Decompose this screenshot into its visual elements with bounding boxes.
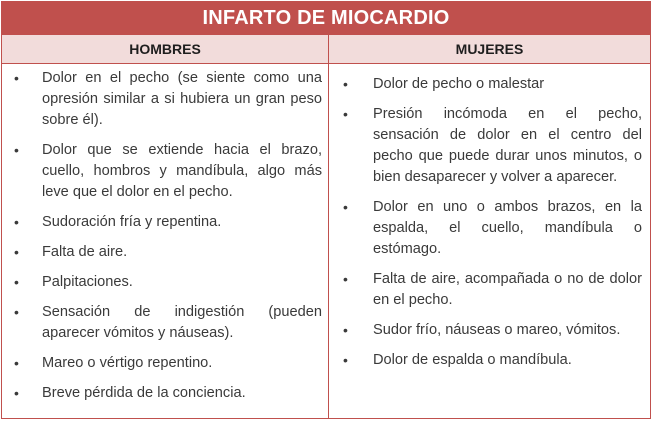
list-item-text: Dolor de pecho o malestar (373, 76, 545, 92)
list-item-text: Dolor en uno o ambos brazos, en la espalda, el cuello, mandíbula o estómago. (373, 199, 642, 257)
bullet-icon: • (14, 385, 19, 401)
list-item (14, 68, 322, 131)
bullet-icon: • (14, 142, 19, 158)
list-item (14, 383, 322, 404)
bullet-icon: • (14, 214, 19, 230)
list-item-text: Dolor de espalda o mandíbula. (373, 352, 572, 368)
men-column (2, 64, 329, 418)
list-item-text: Presión incómoda en el pecho, sensación de dolor en el centro del pecho que puede durar unos minutos, o bien desaparecer y volver a aparecer. (373, 106, 642, 185)
header-men: HOMBRES (2, 35, 329, 63)
list-item-text: Falta de aire, acompañada o no de dolor en el pecho. (373, 271, 642, 308)
list-item-text: Sudoración fría y repentina. (42, 214, 222, 230)
list-item-text: Sudor frío, náuseas o mareo, vómitos. (373, 322, 621, 338)
bullet-icon: • (14, 355, 19, 371)
list-item (343, 197, 642, 260)
bullet-icon: • (14, 274, 19, 290)
bullet-icon: • (14, 244, 19, 260)
list-item-text: Dolor que se extiende hacia el brazo, cuello, hombros y mandíbula, algo más leve que el dolor en el pecho. (42, 142, 322, 200)
list-item-text: Palpitaciones. (42, 274, 133, 290)
list-item-text: Sensación de indigestión (pueden aparecer vómitos y náuseas). (42, 304, 322, 341)
list-item (343, 350, 642, 371)
list-item (14, 272, 322, 293)
table-title: INFARTO DE MIOCARDIO (2, 2, 650, 35)
list-item (14, 212, 322, 233)
list-item-text: Falta de aire. (42, 244, 128, 260)
list-item (14, 302, 322, 344)
women-symptom-list (329, 74, 642, 371)
list-item (343, 104, 642, 188)
symptoms-table (1, 1, 651, 419)
table-body-row (2, 64, 650, 418)
bullet-icon: • (343, 322, 348, 338)
bullet-icon: • (343, 106, 348, 122)
list-item-text: Breve pérdida de la conciencia. (42, 385, 246, 401)
list-item-text: Dolor en el pecho (se siente como una opresión similar a si hubiera un gran peso sobre él). (42, 70, 322, 128)
header-women: MUJERES (455, 41, 524, 57)
column-header-row (2, 35, 650, 64)
list-item (343, 320, 642, 341)
bullet-icon: • (14, 304, 19, 320)
men-symptom-list (2, 68, 322, 404)
list-item (343, 269, 642, 311)
bullet-icon: • (14, 70, 19, 86)
list-item (343, 74, 642, 95)
bullet-icon: • (343, 199, 348, 215)
list-item (14, 353, 322, 374)
bullet-icon: • (343, 352, 348, 368)
bullet-icon: • (343, 76, 348, 92)
list-item-text: Mareo o vértigo repentino. (42, 355, 213, 371)
list-item (14, 140, 322, 203)
bullet-icon: • (343, 271, 348, 287)
list-item (14, 242, 322, 263)
women-column (329, 64, 650, 418)
